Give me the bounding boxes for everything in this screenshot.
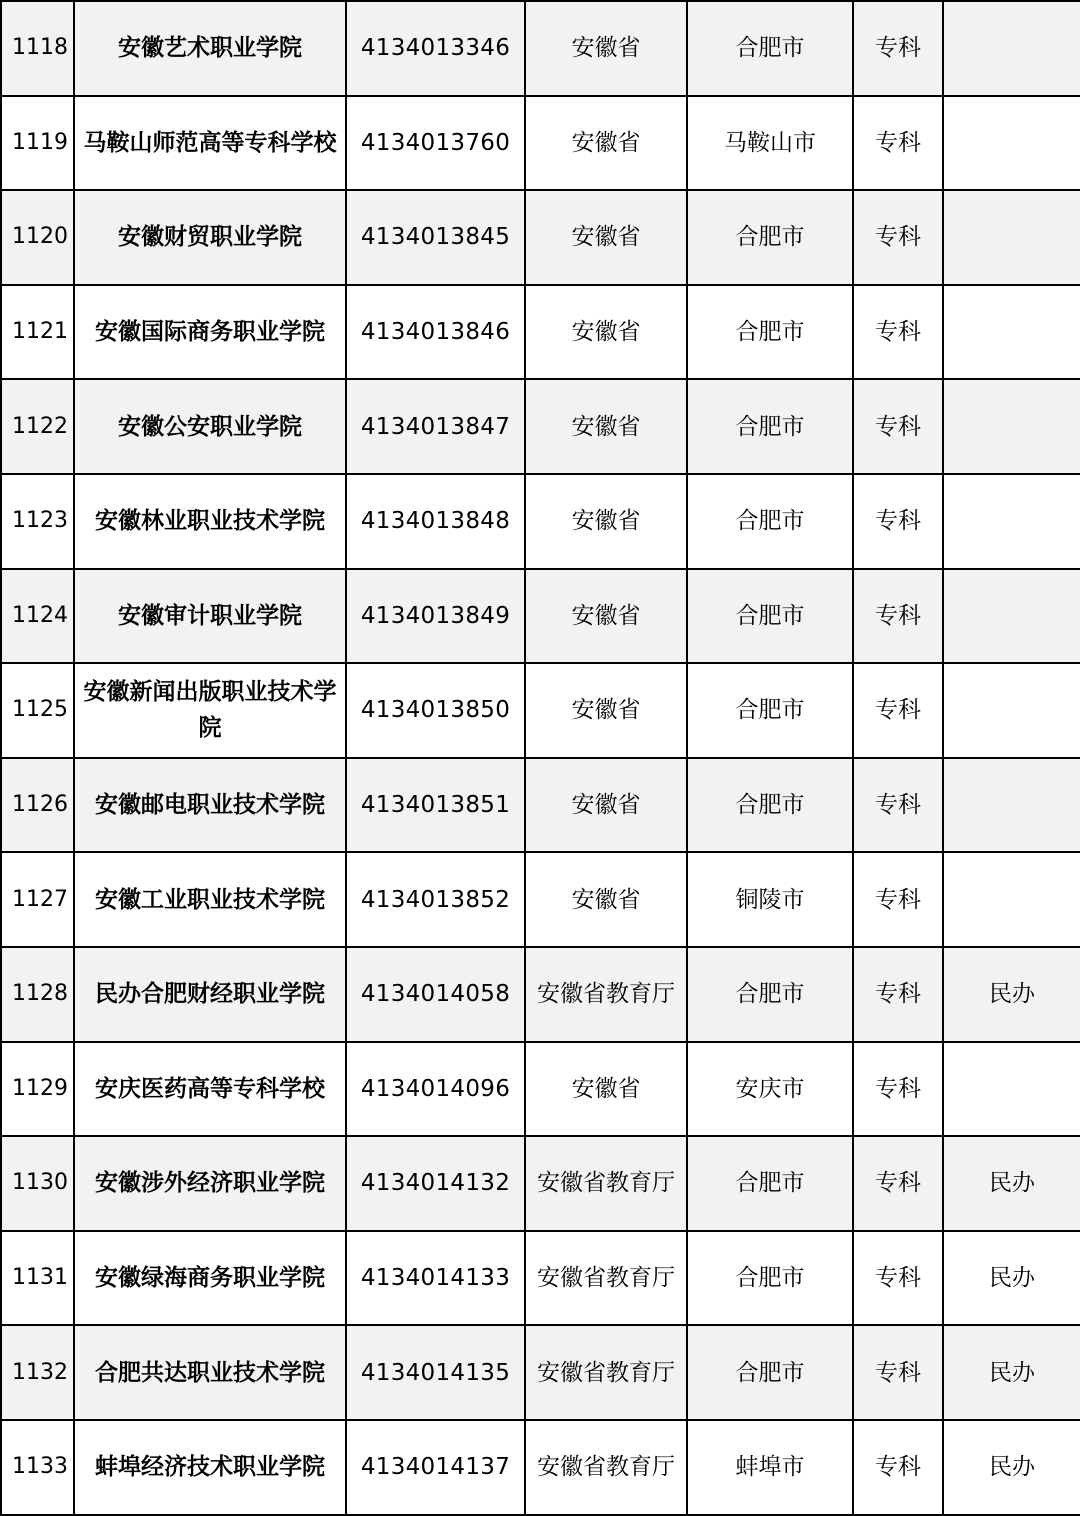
table-cell-level: 专科	[853, 947, 943, 1042]
table-cell-level: 专科	[853, 1420, 943, 1515]
table-cell-note	[943, 852, 1080, 947]
table-cell-city: 安庆市	[687, 1042, 853, 1137]
table-cell-city: 铜陵市	[687, 852, 853, 947]
table-cell-city: 合肥市	[687, 190, 853, 285]
table-cell-code: 4134013849	[346, 569, 525, 664]
table-cell-note	[943, 190, 1080, 285]
table-cell-authority: 安徽省	[525, 1, 687, 96]
table-cell-authority: 安徽省教育厅	[525, 1420, 687, 1515]
table-cell-city: 合肥市	[687, 379, 853, 474]
table-cell-seq: 1132	[1, 1325, 74, 1420]
table-cell-name: 民办合肥财经职业学院	[74, 947, 346, 1042]
table-cell-note	[943, 569, 1080, 664]
table-row	[1, 190, 1080, 285]
table-cell-authority: 安徽省	[525, 663, 687, 758]
table-cell-authority: 安徽省教育厅	[525, 1325, 687, 1420]
table-cell-seq: 1119	[1, 96, 74, 191]
table-cell-authority: 安徽省教育厅	[525, 1136, 687, 1231]
table-cell-seq: 1125	[1, 663, 74, 758]
table-row	[1, 285, 1080, 380]
table-cell-note	[943, 1042, 1080, 1137]
table-cell-name: 安徽新闻出版职业技术学院	[74, 663, 346, 758]
table-row	[1, 758, 1080, 853]
table-cell-seq: 1122	[1, 379, 74, 474]
table-cell-city: 马鞍山市	[687, 96, 853, 191]
table-cell-code: 4134013852	[346, 852, 525, 947]
table-row	[1, 852, 1080, 947]
table-cell-level: 专科	[853, 285, 943, 380]
table-cell-level: 专科	[853, 758, 943, 853]
table-cell-name: 合肥共达职业技术学院	[74, 1325, 346, 1420]
table-row	[1, 379, 1080, 474]
table-cell-city: 合肥市	[687, 758, 853, 853]
table-cell-code: 4134014137	[346, 1420, 525, 1515]
table-cell-note	[943, 758, 1080, 853]
table-cell-note: 民办	[943, 1136, 1080, 1231]
table-cell-note: 民办	[943, 1325, 1080, 1420]
table-cell-seq: 1123	[1, 474, 74, 569]
table-cell-level: 专科	[853, 1325, 943, 1420]
table-cell-seq: 1130	[1, 1136, 74, 1231]
table-cell-name: 安徽涉外经济职业学院	[74, 1136, 346, 1231]
table-cell-authority: 安徽省	[525, 569, 687, 664]
table-cell-code: 4134013846	[346, 285, 525, 380]
table-cell-code: 4134013850	[346, 663, 525, 758]
table-cell-authority: 安徽省	[525, 474, 687, 569]
table-cell-code: 4134013847	[346, 379, 525, 474]
table-cell-name: 安徽公安职业学院	[74, 379, 346, 474]
table-cell-code: 4134014096	[346, 1042, 525, 1137]
table-cell-level: 专科	[853, 1, 943, 96]
table-cell-city: 合肥市	[687, 569, 853, 664]
table-cell-city: 合肥市	[687, 663, 853, 758]
table-cell-level: 专科	[853, 190, 943, 285]
table-cell-city: 合肥市	[687, 474, 853, 569]
table-cell-authority: 安徽省	[525, 1042, 687, 1137]
table-row	[1, 663, 1080, 758]
table-cell-note: 民办	[943, 1231, 1080, 1326]
table-cell-authority: 安徽省	[525, 96, 687, 191]
table-cell-name: 安徽绿海商务职业学院	[74, 1231, 346, 1326]
table-cell-name: 蚌埠经济技术职业学院	[74, 1420, 346, 1515]
table-cell-authority: 安徽省	[525, 758, 687, 853]
table-cell-seq: 1118	[1, 1, 74, 96]
table-cell-seq: 1128	[1, 947, 74, 1042]
table-cell-seq: 1120	[1, 190, 74, 285]
table-cell-level: 专科	[853, 96, 943, 191]
table-cell-city: 蚌埠市	[687, 1420, 853, 1515]
table-cell-level: 专科	[853, 663, 943, 758]
table-cell-note: 民办	[943, 1420, 1080, 1515]
table-cell-level: 专科	[853, 379, 943, 474]
table-cell-authority: 安徽省	[525, 852, 687, 947]
table-cell-seq: 1121	[1, 285, 74, 380]
table-cell-authority: 安徽省	[525, 379, 687, 474]
table-cell-name: 安徽艺术职业学院	[74, 1, 346, 96]
table-row	[1, 1136, 1080, 1231]
table-cell-level: 专科	[853, 474, 943, 569]
table-cell-authority: 安徽省教育厅	[525, 1231, 687, 1326]
table-cell-note	[943, 663, 1080, 758]
table-cell-city: 合肥市	[687, 1325, 853, 1420]
table-cell-code: 4134013851	[346, 758, 525, 853]
table-cell-city: 合肥市	[687, 1136, 853, 1231]
table-cell-level: 专科	[853, 1136, 943, 1231]
table-cell-code: 4134014133	[346, 1231, 525, 1326]
table-cell-seq: 1124	[1, 569, 74, 664]
table-cell-level: 专科	[853, 1231, 943, 1326]
table-cell-level: 专科	[853, 1042, 943, 1137]
table-cell-seq: 1131	[1, 1231, 74, 1326]
table-row	[1, 1325, 1080, 1420]
table-cell-seq: 1126	[1, 758, 74, 853]
table-row	[1, 947, 1080, 1042]
table-cell-name: 安徽工业职业技术学院	[74, 852, 346, 947]
table-cell-seq: 1127	[1, 852, 74, 947]
table-cell-note	[943, 285, 1080, 380]
table-cell-name: 安徽财贸职业学院	[74, 190, 346, 285]
table-cell-note	[943, 474, 1080, 569]
table-cell-code: 4134014135	[346, 1325, 525, 1420]
table-row	[1, 96, 1080, 191]
table-cell-city: 合肥市	[687, 285, 853, 380]
table-cell-city: 合肥市	[687, 947, 853, 1042]
table-cell-note	[943, 96, 1080, 191]
table-cell-code: 4134013845	[346, 190, 525, 285]
table-row	[1, 1042, 1080, 1137]
table-cell-code: 4134013346	[346, 1, 525, 96]
table-cell-name: 安徽审计职业学院	[74, 569, 346, 664]
table-cell-authority: 安徽省	[525, 190, 687, 285]
table-row	[1, 569, 1080, 664]
table-row	[1, 474, 1080, 569]
table-cell-authority: 安徽省教育厅	[525, 947, 687, 1042]
table-cell-level: 专科	[853, 852, 943, 947]
table-row	[1, 1231, 1080, 1326]
table-row	[1, 1420, 1080, 1515]
table-body	[1, 1, 1080, 1515]
table-cell-name: 安庆医药高等专科学校	[74, 1042, 346, 1137]
table-cell-city: 合肥市	[687, 1231, 853, 1326]
table-cell-city: 合肥市	[687, 1, 853, 96]
table-cell-seq: 1133	[1, 1420, 74, 1515]
table-row	[1, 1, 1080, 96]
table-cell-code: 4134013848	[346, 474, 525, 569]
table-cell-code: 4134014132	[346, 1136, 525, 1231]
table-cell-name: 安徽国际商务职业学院	[74, 285, 346, 380]
table-cell-authority: 安徽省	[525, 285, 687, 380]
table-cell-code: 4134013760	[346, 96, 525, 191]
table-cell-code: 4134014058	[346, 947, 525, 1042]
table-cell-note	[943, 1, 1080, 96]
table-cell-note: 民办	[943, 947, 1080, 1042]
table-cell-seq: 1129	[1, 1042, 74, 1137]
table-cell-name: 安徽林业职业技术学院	[74, 474, 346, 569]
table-cell-level: 专科	[853, 569, 943, 664]
table-cell-note	[943, 379, 1080, 474]
table-cell-name: 马鞍山师范高等专科学校	[74, 96, 346, 191]
table-cell-name: 安徽邮电职业技术学院	[74, 758, 346, 853]
